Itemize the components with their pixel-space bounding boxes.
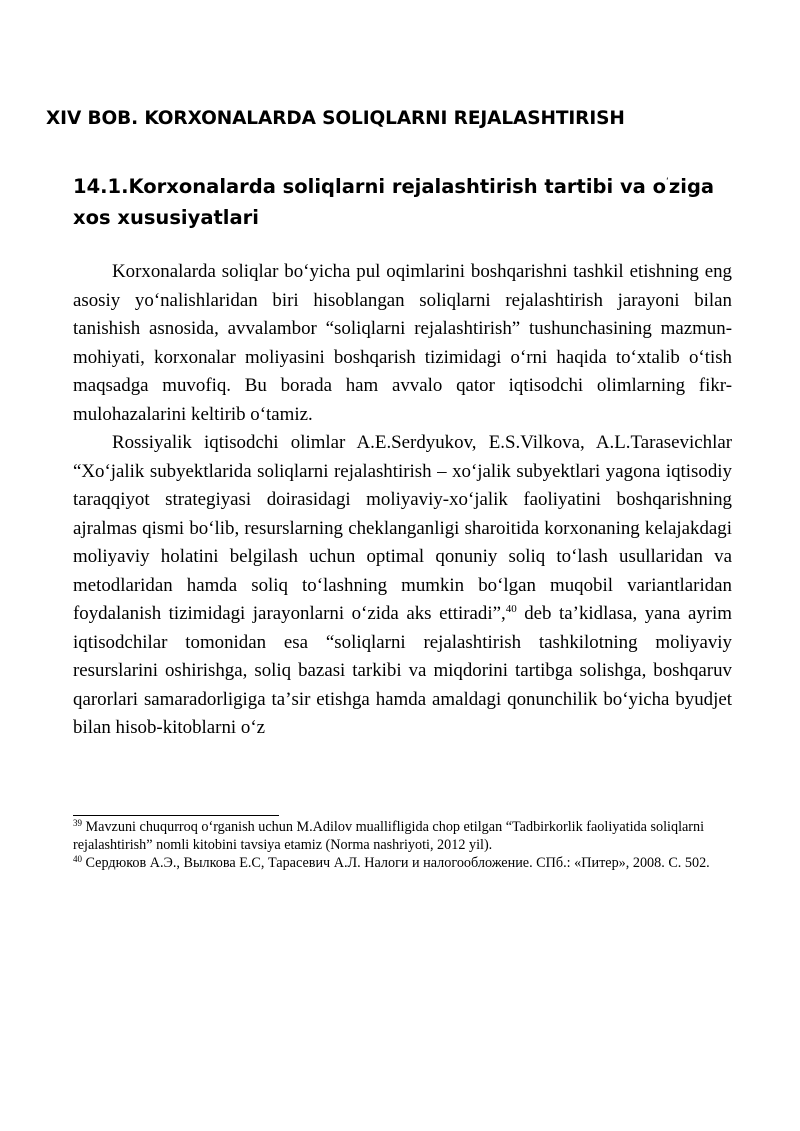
section-title-part2: ziga xos xususiyatlari xyxy=(73,175,715,229)
footnote-ref-40[interactable]: 40 xyxy=(505,603,517,615)
footnote-39-text: Mavzuni chuqurroq oʻrganish uchun M.Adilov muallifligida chop etilgan “Tadbirkorlik faoliyatida soliqlarni rejalashtirish” nomli kitobini tavsiya etamiz (Norma nashriyoti, 2012 yil). xyxy=(73,819,705,853)
footnote-39-number: 39 xyxy=(73,818,82,828)
chapter-title xyxy=(46,108,625,129)
paragraph-2-text-b: deb taʼkidlasa, yana ayrim iqtisodchilar tomonidan esa “soliqlarni rejalashtirish tashkilotning moliyaviy resurslarini oshirishga, soliq bazasi tarkibi va miqdorini tartibga solishga, boshqaruv qarorlari samaradorligiga taʼsir etishga hamda amaldagi qonunchilik boʻyicha byudjet bilan hisob-kitoblarni oʻz xyxy=(73,603,733,738)
section-title-part1: 14.1.Korxonalarda soliqlarni rejalashtirish tartibi va o xyxy=(73,175,667,198)
footnote-40-number: 40 xyxy=(73,853,82,864)
paragraph-1: Korxonalarda soliqlar boʻyicha pul oqimlarini boshqarishni tashkil etishning eng asosiy yoʻnalishlaridan biri hisoblangan soliqlarni rejalashtirish jarayoni bilan tanishish asnosida, avvalambor “soliqlarni rejalashtirish” tushunchasining mazmun-mohiyati, korxonalar moliyasini boshqarish tizimidagi oʻrni haqida toʻxtalib oʻtish maqsadga muvofiq. Bu borada ham avvalo qator iqtisodchi olimlarning fikr-mulohazalarini keltirib oʻtamiz. xyxy=(73,261,732,425)
section-title-apostrophe: ʻ xyxy=(666,177,669,187)
paragraph-2 xyxy=(73,429,732,743)
body-text xyxy=(73,258,732,743)
chapter-title-text: XIV BOB. KORXONALARDA SOLIQLARNI REJALASHTIRISH xyxy=(46,108,625,129)
footnote-39 xyxy=(73,819,738,855)
paragraph-2-text-a: Rossiyalik iqtisodchi olimlar A.E.Serdyukov, E.S.Vilkova, A.L.Tarasevichlar “Xoʻjalik subyektlarida soliqlarni rejalashtirish – xoʻjalik subyektlari yagona iqtisodiy taraqqiyot strategiyasi doirasidagi moliyaviy-xoʻjalik faoliyatini boshqarishning ajralmas qismi boʻlib, resurslarning cheklanganligi sharoitida korxonaning kelajakdagi moliyaviy holatini belgilash uchun optimal qonuniy soliq toʻlash usullaridan va metodlaridan hamda soliq toʻlashning mumkin boʻlgan muqobil variantlaridan foydalanish tizimidagi jarayonlarni oʻzida aks ettiradi”, xyxy=(73,432,732,624)
footnote-40-text: Сердюков А.Э., Вылкова Е.С, Тарасевич А.Л. Налоги и налогообложение. СПб.: «Питер», 2008. С. 502. xyxy=(82,854,710,871)
footnotes xyxy=(73,819,738,872)
footnote-40 xyxy=(73,855,738,873)
footnote-separator xyxy=(73,815,279,816)
section-title xyxy=(73,167,733,233)
